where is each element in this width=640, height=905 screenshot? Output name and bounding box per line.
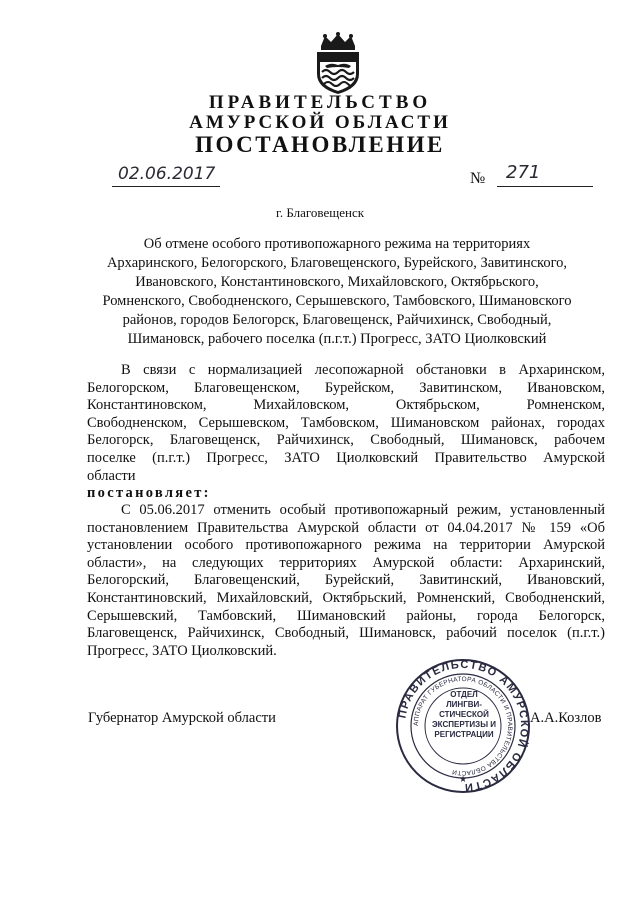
date-underline [112, 186, 220, 187]
stamp-inner-text: АППАРАТ ГУБЕРНАТОРА ОБЛАСТИ И ПРАВИТЕЛЬСТВА ОБЛАСТИ [412, 675, 514, 777]
subject-line: Ромненского, Свободненского, Серышевского, Тамбовского, Шимановского [102, 293, 572, 309]
subject-line: Шимановск, рабочего поселка (п.г.т.) Прогресс, ЗАТО Циолковский [127, 331, 547, 347]
document-number: 271 [506, 162, 541, 183]
resolution-line: Константиновский, Михайловский, Октябрьский, Ромненский, Свободненский, [87, 589, 605, 606]
resolution-line: установлении особого противопожарного режима на территории Амурской [87, 537, 605, 554]
subject-line: районов, городов Белогорск, Благовещенск, Райчихинск, Свободный, [122, 312, 552, 328]
stamp-center-line: ЛИНГВИ- [446, 700, 482, 709]
resolution-line: постановлением Правительства Амурской области от 04.04.2017 № 159 «Об [87, 519, 605, 536]
region-title: АМУРСКОЙ ОБЛАСТИ [189, 112, 451, 133]
subject-line: Об отмене особого противопожарного режима на территориях [143, 236, 531, 252]
resolution-paragraph [87, 502, 605, 660]
resolution-line: Серышевский, Тамбовский, Шимановский районы, города Белогорск, [87, 607, 605, 624]
resolves-keyword: постановляет: [87, 485, 211, 501]
document-date: 02.06.2017 [118, 164, 216, 184]
stamp-center-line: ОТДЕЛ [450, 690, 478, 699]
preamble-line: В связи с нормализацией лесопожарной обстановки в Архаринском, [121, 362, 605, 378]
preamble-line: Белогорском, Благовещенском, Бурейском, Завитинском, Ивановском, [87, 379, 605, 396]
number-underline [497, 186, 593, 187]
preamble-line: Белогорск, Благовещенск, Райчихинск, Свободный, Шимановск, рабочем [87, 432, 605, 449]
preamble-line: поселке (п.г.т.) Прогресс, ЗАТО Циолковский Правительство Амурской [87, 449, 605, 466]
subject-line: Архаринского, Белогорского, Благовещенского, Бурейского, Завитинского, [106, 255, 568, 271]
document-type: ПОСТАНОВЛЕНИЕ [195, 132, 445, 157]
resolution-line: Белогорский, Благовещенский, Бурейский, Завитинский, Ивановский, [87, 572, 605, 589]
stamp-outer-text: ПРАВИТЕЛЬСТВО АМУРСКОЙ ОБЛАСТИ [396, 658, 531, 794]
stamp-center-line: ЭКСПЕРТИЗЫ И [431, 720, 496, 729]
stamp-center-line: РЕГИСТРАЦИИ [434, 730, 494, 739]
preamble-line: области [87, 467, 136, 484]
government-title: ПРАВИТЕЛЬСТВО [208, 92, 432, 113]
number-label: № [470, 170, 486, 187]
amur-oblast-coat-of-arms-icon [311, 32, 365, 96]
document-subject [80, 235, 594, 349]
stamp-center-line: СТИЧЕСКОЙ [439, 710, 489, 719]
preamble-paragraph [87, 362, 605, 485]
resolution-line: Благовещенск, Райчихинск, Свободный, Шимановск, рабочий поселок (п.г.т.) [87, 625, 605, 642]
signer-name: А.А.Козлов [530, 710, 602, 726]
svg-text:★: ★ [458, 774, 468, 784]
subject-line: Ивановского, Константиновского, Михайловского, Октябрьского, [135, 274, 539, 290]
resolution-line: С 05.06.2017 отменить особый противопожарный режим, установленный [121, 502, 605, 518]
issue-city: г. Благовещенск [275, 205, 365, 220]
signer-position: Губернатор Амурской области [88, 710, 276, 726]
preamble-line: Константиновском, Михайловском, Октябрьском, Ромненском, [87, 397, 605, 414]
preamble-line: Свободненском, Серышевском, Тамбовском, Шимановском районах, городах [87, 414, 605, 431]
resolution-line: области», на следующих территориях Амурской области: Архаринский, [87, 554, 605, 571]
stamp-center-text [430, 690, 498, 740]
resolution-line: Прогресс, ЗАТО Циолковский. [87, 642, 277, 659]
